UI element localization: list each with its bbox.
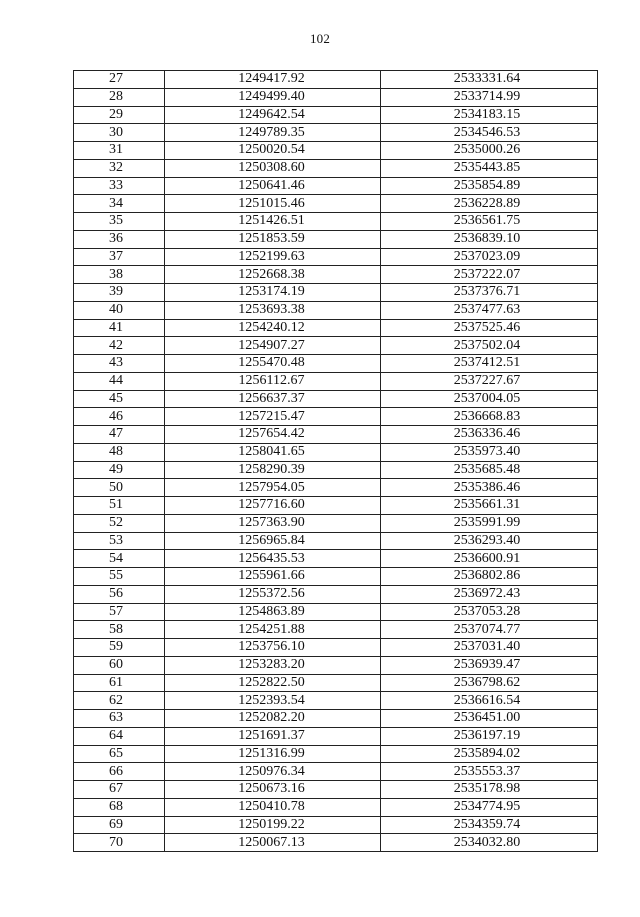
y-coordinate-cell: 2535991.99 <box>381 514 598 532</box>
y-coordinate-cell: 2536972.43 <box>381 585 598 603</box>
table-row <box>74 195 598 213</box>
y-coordinate-cell: 2536600.91 <box>381 550 598 568</box>
table-row <box>74 656 598 674</box>
point-number-cell: 58 <box>74 621 165 639</box>
y-coordinate-cell: 2537074.77 <box>381 621 598 639</box>
table-row <box>74 568 598 586</box>
point-number-cell: 53 <box>74 532 165 550</box>
table-row <box>74 550 598 568</box>
point-number-cell: 60 <box>74 656 165 674</box>
y-coordinate-cell: 2537525.46 <box>381 319 598 337</box>
point-number-cell: 46 <box>74 408 165 426</box>
point-number-cell: 51 <box>74 497 165 515</box>
point-number-cell: 30 <box>74 124 165 142</box>
point-number-cell: 28 <box>74 88 165 106</box>
y-coordinate-cell: 2534032.80 <box>381 834 598 852</box>
table-row <box>74 479 598 497</box>
table-row <box>74 816 598 834</box>
x-coordinate-cell: 1254240.12 <box>165 319 381 337</box>
x-coordinate-cell: 1257954.05 <box>165 479 381 497</box>
table-row <box>74 213 598 231</box>
x-coordinate-cell: 1257215.47 <box>165 408 381 426</box>
y-coordinate-cell: 2536798.62 <box>381 674 598 692</box>
x-coordinate-cell: 1256112.67 <box>165 372 381 390</box>
x-coordinate-cell: 1256435.53 <box>165 550 381 568</box>
y-coordinate-cell: 2533331.64 <box>381 71 598 89</box>
table-row <box>74 532 598 550</box>
table-row <box>74 230 598 248</box>
point-number-cell: 35 <box>74 213 165 231</box>
table-row <box>74 355 598 373</box>
x-coordinate-cell: 1257716.60 <box>165 497 381 515</box>
table-row <box>74 497 598 515</box>
x-coordinate-cell: 1252393.54 <box>165 692 381 710</box>
y-coordinate-cell: 2536293.40 <box>381 532 598 550</box>
x-coordinate-cell: 1249789.35 <box>165 124 381 142</box>
table-row <box>74 710 598 728</box>
point-number-cell: 45 <box>74 390 165 408</box>
table-row <box>74 159 598 177</box>
point-number-cell: 29 <box>74 106 165 124</box>
point-number-cell: 40 <box>74 301 165 319</box>
y-coordinate-cell: 2537376.71 <box>381 284 598 302</box>
point-number-cell: 31 <box>74 142 165 160</box>
y-coordinate-cell: 2537004.05 <box>381 390 598 408</box>
y-coordinate-cell: 2536197.19 <box>381 727 598 745</box>
point-number-cell: 50 <box>74 479 165 497</box>
y-coordinate-cell: 2536336.46 <box>381 426 598 444</box>
point-number-cell: 66 <box>74 763 165 781</box>
x-coordinate-cell: 1249642.54 <box>165 106 381 124</box>
x-coordinate-cell: 1258290.39 <box>165 461 381 479</box>
y-coordinate-cell: 2534359.74 <box>381 816 598 834</box>
table-row <box>74 284 598 302</box>
point-number-cell: 37 <box>74 248 165 266</box>
table-row <box>74 674 598 692</box>
x-coordinate-cell: 1252822.50 <box>165 674 381 692</box>
y-coordinate-cell: 2537412.51 <box>381 355 598 373</box>
table-row <box>74 408 598 426</box>
table-row <box>74 266 598 284</box>
table-row <box>74 639 598 657</box>
x-coordinate-cell: 1250976.34 <box>165 763 381 781</box>
coordinates-table <box>73 70 598 852</box>
y-coordinate-cell: 2535661.31 <box>381 497 598 515</box>
point-number-cell: 52 <box>74 514 165 532</box>
y-coordinate-cell: 2536839.10 <box>381 230 598 248</box>
y-coordinate-cell: 2536939.47 <box>381 656 598 674</box>
point-number-cell: 47 <box>74 426 165 444</box>
point-number-cell: 49 <box>74 461 165 479</box>
table-row <box>74 727 598 745</box>
table-row <box>74 514 598 532</box>
y-coordinate-cell: 2537477.63 <box>381 301 598 319</box>
y-coordinate-cell: 2534183.15 <box>381 106 598 124</box>
point-number-cell: 57 <box>74 603 165 621</box>
point-number-cell: 27 <box>74 71 165 89</box>
x-coordinate-cell: 1250641.46 <box>165 177 381 195</box>
coordinates-table-body <box>74 71 598 852</box>
table-row <box>74 337 598 355</box>
table-row <box>74 781 598 799</box>
y-coordinate-cell: 2535685.48 <box>381 461 598 479</box>
point-number-cell: 48 <box>74 443 165 461</box>
point-number-cell: 55 <box>74 568 165 586</box>
point-number-cell: 56 <box>74 585 165 603</box>
x-coordinate-cell: 1252199.63 <box>165 248 381 266</box>
table-row <box>74 372 598 390</box>
x-coordinate-cell: 1250020.54 <box>165 142 381 160</box>
y-coordinate-cell: 2537031.40 <box>381 639 598 657</box>
point-number-cell: 42 <box>74 337 165 355</box>
table-row <box>74 106 598 124</box>
x-coordinate-cell: 1253693.38 <box>165 301 381 319</box>
point-number-cell: 64 <box>74 727 165 745</box>
x-coordinate-cell: 1254863.89 <box>165 603 381 621</box>
table-row <box>74 124 598 142</box>
x-coordinate-cell: 1252668.38 <box>165 266 381 284</box>
x-coordinate-cell: 1258041.65 <box>165 443 381 461</box>
x-coordinate-cell: 1249499.40 <box>165 88 381 106</box>
y-coordinate-cell: 2537502.04 <box>381 337 598 355</box>
y-coordinate-cell: 2537053.28 <box>381 603 598 621</box>
table-row <box>74 301 598 319</box>
x-coordinate-cell: 1254907.27 <box>165 337 381 355</box>
y-coordinate-cell: 2536228.89 <box>381 195 598 213</box>
point-number-cell: 34 <box>74 195 165 213</box>
x-coordinate-cell: 1252082.20 <box>165 710 381 728</box>
y-coordinate-cell: 2537023.09 <box>381 248 598 266</box>
y-coordinate-cell: 2535894.02 <box>381 745 598 763</box>
y-coordinate-cell: 2535443.85 <box>381 159 598 177</box>
point-number-cell: 44 <box>74 372 165 390</box>
point-number-cell: 65 <box>74 745 165 763</box>
table-row <box>74 798 598 816</box>
x-coordinate-cell: 1249417.92 <box>165 71 381 89</box>
point-number-cell: 43 <box>74 355 165 373</box>
y-coordinate-cell: 2537227.67 <box>381 372 598 390</box>
point-number-cell: 70 <box>74 834 165 852</box>
point-number-cell: 68 <box>74 798 165 816</box>
y-coordinate-cell: 2535973.40 <box>381 443 598 461</box>
y-coordinate-cell: 2536561.75 <box>381 213 598 231</box>
x-coordinate-cell: 1256637.37 <box>165 390 381 408</box>
table-row <box>74 585 598 603</box>
y-coordinate-cell: 2537222.07 <box>381 266 598 284</box>
y-coordinate-cell: 2536616.54 <box>381 692 598 710</box>
y-coordinate-cell: 2534546.53 <box>381 124 598 142</box>
point-number-cell: 54 <box>74 550 165 568</box>
y-coordinate-cell: 2536451.00 <box>381 710 598 728</box>
x-coordinate-cell: 1255372.56 <box>165 585 381 603</box>
table-row <box>74 142 598 160</box>
point-number-cell: 69 <box>74 816 165 834</box>
y-coordinate-cell: 2534774.95 <box>381 798 598 816</box>
table-row <box>74 443 598 461</box>
y-coordinate-cell: 2536668.83 <box>381 408 598 426</box>
x-coordinate-cell: 1255961.66 <box>165 568 381 586</box>
table-row <box>74 603 598 621</box>
table-row <box>74 319 598 337</box>
x-coordinate-cell: 1256965.84 <box>165 532 381 550</box>
y-coordinate-cell: 2536802.86 <box>381 568 598 586</box>
point-number-cell: 36 <box>74 230 165 248</box>
y-coordinate-cell: 2535386.46 <box>381 479 598 497</box>
x-coordinate-cell: 1251691.37 <box>165 727 381 745</box>
table-row <box>74 88 598 106</box>
x-coordinate-cell: 1250067.13 <box>165 834 381 852</box>
table-row <box>74 390 598 408</box>
y-coordinate-cell: 2535854.89 <box>381 177 598 195</box>
table-row <box>74 621 598 639</box>
y-coordinate-cell: 2535553.37 <box>381 763 598 781</box>
x-coordinate-cell: 1254251.88 <box>165 621 381 639</box>
point-number-cell: 59 <box>74 639 165 657</box>
page-number: 102 <box>309 31 331 46</box>
point-number-cell: 38 <box>74 266 165 284</box>
x-coordinate-cell: 1250199.22 <box>165 816 381 834</box>
y-coordinate-cell: 2535000.26 <box>381 142 598 160</box>
table-row <box>74 461 598 479</box>
x-coordinate-cell: 1257363.90 <box>165 514 381 532</box>
table-row <box>74 692 598 710</box>
point-number-cell: 61 <box>74 674 165 692</box>
table-row <box>74 71 598 89</box>
point-number-cell: 39 <box>74 284 165 302</box>
table-row <box>74 426 598 444</box>
x-coordinate-cell: 1251426.51 <box>165 213 381 231</box>
table-row <box>74 763 598 781</box>
x-coordinate-cell: 1250410.78 <box>165 798 381 816</box>
table-row <box>74 834 598 852</box>
table-row <box>74 745 598 763</box>
table-row <box>74 177 598 195</box>
x-coordinate-cell: 1250308.60 <box>165 159 381 177</box>
x-coordinate-cell: 1251853.59 <box>165 230 381 248</box>
x-coordinate-cell: 1251015.46 <box>165 195 381 213</box>
y-coordinate-cell: 2535178.98 <box>381 781 598 799</box>
point-number-cell: 33 <box>74 177 165 195</box>
y-coordinate-cell: 2533714.99 <box>381 88 598 106</box>
point-number-cell: 67 <box>74 781 165 799</box>
point-number-cell: 63 <box>74 710 165 728</box>
x-coordinate-cell: 1251316.99 <box>165 745 381 763</box>
point-number-cell: 62 <box>74 692 165 710</box>
x-coordinate-cell: 1257654.42 <box>165 426 381 444</box>
point-number-cell: 41 <box>74 319 165 337</box>
x-coordinate-cell: 1253283.20 <box>165 656 381 674</box>
x-coordinate-cell: 1253174.19 <box>165 284 381 302</box>
x-coordinate-cell: 1250673.16 <box>165 781 381 799</box>
x-coordinate-cell: 1255470.48 <box>165 355 381 373</box>
x-coordinate-cell: 1253756.10 <box>165 639 381 657</box>
table-row <box>74 248 598 266</box>
point-number-cell: 32 <box>74 159 165 177</box>
